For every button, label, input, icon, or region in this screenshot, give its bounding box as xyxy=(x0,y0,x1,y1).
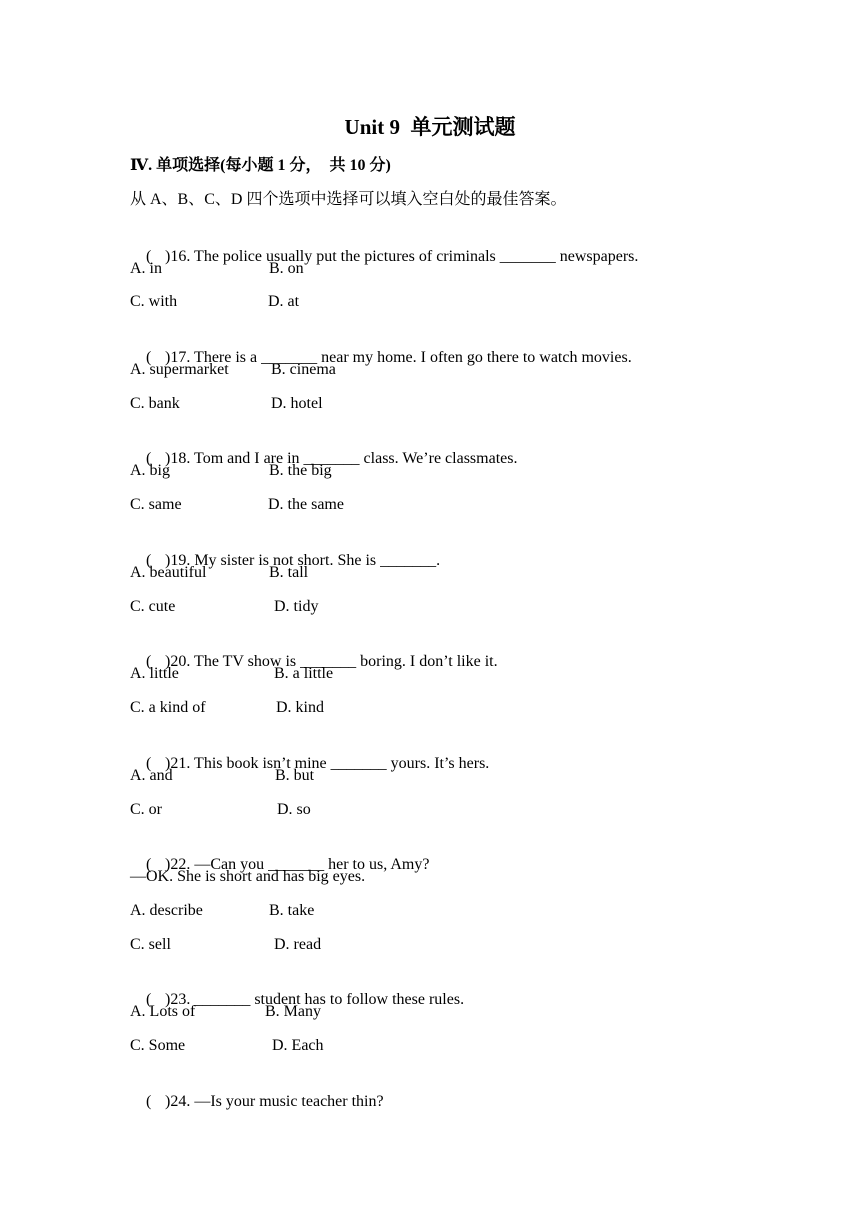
option-row xyxy=(130,596,319,618)
question-16 xyxy=(130,224,639,265)
page-title: Unit 9 单元测试题 xyxy=(344,115,516,139)
question-stem: 21. This book isn’t mine _______ yours. It’s hers. xyxy=(170,755,490,772)
option-b: B. take xyxy=(269,902,315,919)
question-paren-close: ) xyxy=(165,856,171,873)
question-stem: 22. —Can you _______ her to us, Amy? xyxy=(170,856,430,873)
option-b: B. the big xyxy=(269,462,332,479)
answer-blank: ( xyxy=(146,856,152,873)
question-stem: 23. _______ student has to follow these rules. xyxy=(170,991,465,1008)
answer-blank: ( xyxy=(146,450,152,467)
option-row xyxy=(130,934,322,956)
option-c: C. Some xyxy=(130,1037,186,1054)
option-b: B. cinema xyxy=(271,361,336,378)
answer-blank: ( xyxy=(146,552,152,569)
option-row xyxy=(130,697,324,719)
option-row xyxy=(130,765,315,787)
question-dialogue-line: —OK. She is short and has big eyes. xyxy=(130,868,366,885)
option-c: C. same xyxy=(130,496,182,513)
question-22 xyxy=(130,832,430,873)
answer-blank: ( xyxy=(146,248,152,265)
option-c: C. cute xyxy=(130,598,176,615)
question-stem: 19. My sister is not short. She is _______. xyxy=(170,552,441,569)
option-c: C. sell xyxy=(130,936,171,953)
option-row xyxy=(130,900,315,922)
question-paren-close: ) xyxy=(165,991,171,1008)
question-23 xyxy=(130,967,465,1008)
answer-blank: ( xyxy=(146,1093,152,1110)
option-d: D. read xyxy=(274,936,322,953)
option-a: A. big xyxy=(130,462,170,479)
question-stem: 24. —Is your music teacher thin? xyxy=(170,1093,384,1110)
option-row xyxy=(130,1001,321,1023)
answer-blank: ( xyxy=(146,755,152,772)
section-heading: Ⅳ. 单项选择(每小题 1 分， 共 10 分) xyxy=(130,157,391,174)
option-row xyxy=(130,460,332,482)
question-stem: 18. Tom and I are in _______ class. We’re classmates. xyxy=(170,450,518,467)
question-19 xyxy=(130,528,441,569)
answer-blank: ( xyxy=(146,653,152,670)
option-row xyxy=(130,258,304,280)
question-24 xyxy=(130,1069,384,1110)
answer-blank: ( xyxy=(146,349,152,366)
option-d: D. the same xyxy=(268,496,344,513)
option-b: B. a little xyxy=(274,665,334,682)
question-20 xyxy=(130,629,498,670)
option-a: A. describe xyxy=(130,902,203,919)
question-paren-close: ) xyxy=(165,552,171,569)
answer-blank: ( xyxy=(146,991,152,1008)
option-b: B. on xyxy=(269,260,304,277)
question-21 xyxy=(130,731,490,772)
question-paren-close: ) xyxy=(165,755,171,772)
option-d: D. Each xyxy=(272,1037,324,1054)
option-b: B. but xyxy=(275,767,315,784)
question-paren-close: ) xyxy=(165,248,171,265)
section-instruction: 从 A、B、C、D 四个选项中选择可以填入空白处的最佳答案。 xyxy=(130,191,567,208)
option-row xyxy=(130,663,334,685)
option-row xyxy=(130,1035,324,1057)
option-a: A. and xyxy=(130,767,173,784)
option-c: C. or xyxy=(130,801,162,818)
option-a: A. little xyxy=(130,665,179,682)
option-d: D. so xyxy=(277,801,311,818)
option-a: A. supermarket xyxy=(130,361,229,378)
option-row xyxy=(130,799,311,821)
option-row xyxy=(130,393,323,415)
option-row xyxy=(130,494,344,516)
question-stem: 20. The TV show is _______ boring. I don’t like it. xyxy=(170,653,498,670)
question-stem: 16. The police usually put the pictures of criminals _______ newspapers. xyxy=(170,248,639,265)
option-d: D. hotel xyxy=(271,395,323,412)
option-d: D. tidy xyxy=(274,598,319,615)
question-paren-close: ) xyxy=(165,349,171,366)
question-18 xyxy=(130,426,518,467)
option-a: A. Lots of xyxy=(130,1003,196,1020)
option-row xyxy=(130,291,300,313)
option-d: D. at xyxy=(268,293,300,310)
option-b: B. tall xyxy=(269,564,309,581)
option-d: D. kind xyxy=(276,699,324,716)
question-paren-close: ) xyxy=(165,450,171,467)
option-c: C. with xyxy=(130,293,178,310)
question-17 xyxy=(130,325,632,366)
question-stem: 17. There is a _______ near my home. I often go there to watch movies. xyxy=(170,349,632,366)
option-row xyxy=(130,359,336,381)
question-paren-close: ) xyxy=(165,653,171,670)
option-b: B. Many xyxy=(265,1003,321,1020)
option-row xyxy=(130,562,309,584)
option-a: A. in xyxy=(130,260,162,277)
option-c: C. bank xyxy=(130,395,180,412)
question-paren-close: ) xyxy=(165,1093,171,1110)
option-a: A. beautiful xyxy=(130,564,207,581)
option-c: C. a kind of xyxy=(130,699,206,716)
